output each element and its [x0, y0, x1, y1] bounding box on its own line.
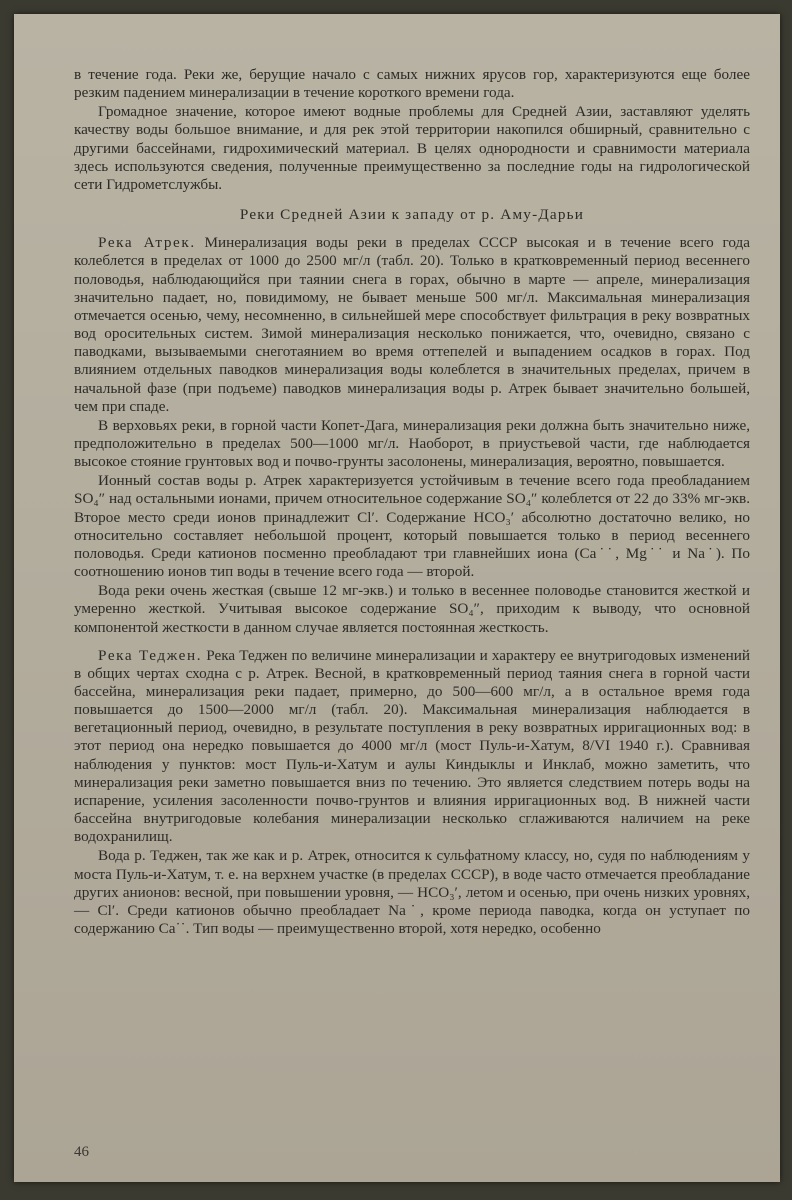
section-heading: Реки Средней Азии к западу от р. Аму-Дарьи — [239, 206, 585, 224]
paragraph-atrek-1 — [74, 234, 750, 416]
paragraph: в течение года. Реки же, берущие начало с самых нижних ярусов гор, характеризуются еще более резким падением минерализации в течение короткого времени года. — [74, 66, 750, 102]
paragraph-atrek-3: Ионный состав воды р. Атрек характеризуется устойчивым в течение всего года преобладанием SO₄″ над остальными ионами, причем относительное содержание SO₄″ колеблется от 22 до 33% мг-экв. Второе место среди ионов принадлежит Cl′. Содержание HCO₃′ абсолютно достаточно велико, но относительно составляет небольшой процент, который повышается только в период весеннего половодья. Среди катионов посменно преобладают три главнейших иона (Ca˙˙, Mg˙˙ и Na˙). По соотношению ионов тип воды в течение всего года — второй. — [74, 472, 750, 581]
paragraph-tedzhen-2: Вода р. Теджен, так же как и р. Атрек, относится к сульфатному классу, но, судя по наблюдениям у моста Пуль-и-Хатум, т. е. на верхнем участке (в пределах СССР), в воде часто отмечается преобладание других анионов: весной, при повышении уровня, — HCO₃′, летом и осенью, при очень низких уровнях, — Cl′. Среди катионов обычно преобладает Na˙, кроме периода паводка, когда он уступает по содержанию Ca˙˙. Тип воды — преимущественно второй, хотя нередко, особенно — [74, 847, 750, 938]
paragraph-atrek-2: В верховьях реки, в горной части Копет-Дага, минерализация реки должна быть значительно ниже, предположительно в пределах 500—1000 мг/л. Наоборот, в приустьевой части, где наблюдается высокое стояние грунтовых вод и почво-грунты засолонены, минерализация, вероятно, повышается. — [74, 416, 750, 471]
paragraph-text: Река Теджен по величине минерализации и характеру ее внутригодовых изменений в общих чертах сходна с р. Атрек. Весной, в кратковременный период таяния снега в горной части бассейна, минерализация реки падает, примерно, до 500—600 мг/л, а в остальное время года повышается до 1500—2000 мг/л (табл. 20). Максимальная минерализация наблюдается в вегетационный период, очевидно, в результате поступления в реку возвратных ирригационных вод: в этот период она нередко повышается до 4000 мг/л (мост Пуль-и-Хатум, 8/VI 1940 г.). Сравнивая наблюдения у пунктов: мост Пуль-и-Хатум и аулы Киндыклы и Инклаб, можно заметить, что минерализация реки заметно повышается вниз по течению. Это является следствием потерь воды на испарение, усиления засоленности почво-грунтов и влияния ирригационных вод. В нижней части бассейна внутригодовые колебания минерализации несколько сглаживаются наличием на реке водохранилищ. — [74, 646, 750, 846]
paragraph-atrek-4: Вода реки очень жесткая (свыше 12 мг-экв.) и только в весеннее половодье становится жесткой и умеренно жесткой. Учитывая высокое содержание SO₄″, приходим к выводу, что основной компонентой жесткости в данном случае является постоянная жесткость. — [74, 582, 750, 636]
page-number: 46 — [74, 1144, 89, 1160]
page-text-block — [74, 66, 750, 939]
book-page — [14, 14, 780, 1182]
river-title: Река Теджен. — [98, 646, 203, 664]
paragraph-text: Минерализация воды реки в пределах СССР высокая и в течение всего года колеблется в пределах от 1000 до 2500 мг/л (табл. 20). Только в кратковременный период весеннего половодья, наблюдающийся при таянии снега в горах, обычно в марте — апреле, минерализация значительно падает, но, повидимому, не бывает меньше 500 мг/л. Максимальная минерализация отмечается осенью, чему, несомненно, в сильнейшей мере способствует фильтрация в реку возвратных вод оросительных систем. Зимой минерализация несколько понижается, что, очевидно, связано с паводками, вызываемыми снеготаянием во время оттепелей и выпадением осадков в горах. Под влиянием отдельных паводков минерализация воды колеблется в значительных пределах, причем в начальной фазе (при подъеме) паводков минерализация воды р. Атрек бывает значительно большей, чем при спаде. — [74, 234, 750, 415]
paragraph-tedzhen-1 — [74, 647, 750, 847]
paragraph: Громадное значение, которое имеют водные проблемы для Средней Азии, заставляют уделять качеству воды большое внимание, и для рек этой территории накопился обширный, сравнительно с другими бассейнами, гидрохимический материал. В целях однородности и сравнимости материала здесь используются сведения, полученные преимущественно за последние годы на гидрологической сети Гидрометслужбы. — [74, 103, 750, 193]
river-title: Река Атрек. — [98, 234, 196, 252]
